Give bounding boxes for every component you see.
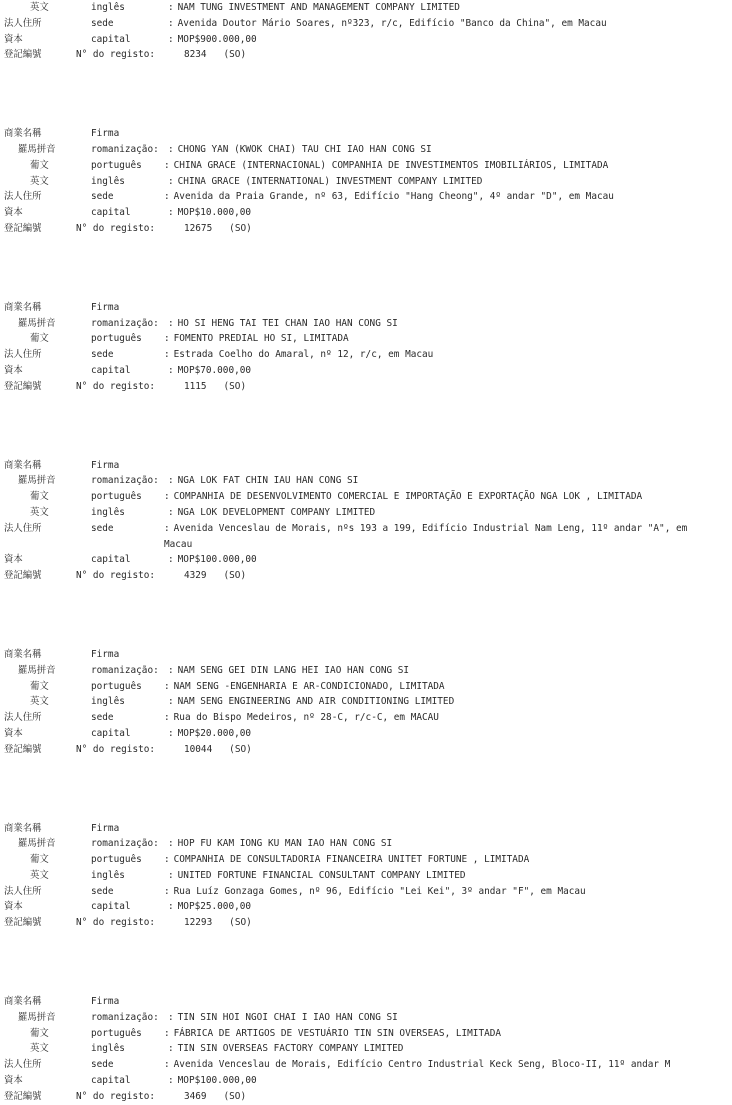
registo-value: 1115 (SO) [184,380,247,392]
firma-row [4,994,732,1010]
port-pt-label: português [91,680,142,692]
sede-row [4,710,732,726]
firma-row [4,821,732,837]
cap-zh-label: 資本 [4,554,23,566]
reg-pt-label: N° do registo: [76,222,156,234]
ingl-pt-label: inglês [91,1043,125,1055]
romanizacao-value: : HOP FU KAM IONG KU MAN IAO HAN CONG SI [168,838,393,850]
reg-pt-label: N° do registo: [76,917,156,929]
ingles-value: : TIN SIN OVERSEAS FACTORY COMPANY LIMITED [168,1043,404,1055]
reg-zh-label: 登記編號 [4,380,42,392]
capital-row [4,726,732,742]
romanizacao-value: : HO SI HENG TAI TEI CHAN IAO HAN CONG SI [168,317,398,329]
roman-pt-label: romanização: [91,838,159,850]
company-record [4,458,732,584]
firma-zh-label: 商業名稱 [4,301,42,313]
ingl-pt-label: inglês [91,869,125,881]
cap-pt-label: capital [91,901,131,913]
firma-pt-label: Firma [91,301,120,313]
reg-zh-label: 登記編號 [4,222,42,234]
port-zh-label: 葡文 [30,333,49,345]
firma-pt-label: Firma [91,459,120,471]
sede-pt-label: sede [91,17,114,29]
registo-value: 12293 (SO) [184,917,252,929]
roman-pt-label: romanização: [91,1011,159,1023]
capital-row [4,363,732,379]
sede-pt-label: sede [91,712,114,724]
portugues-value: : CHINA GRACE (INTERNACIONAL) COMPANHIA DE INVESTIMENTOS IMOBILIÁRIOS, LIMITADA [164,159,609,171]
cap-zh-label: 資本 [4,207,23,219]
cap-zh-label: 資本 [4,1075,23,1087]
capital-row [4,899,732,915]
sede-pt-label: sede [91,522,114,534]
capital-value: : MOP$10.000,00 [168,207,252,219]
registo-row [4,221,732,237]
reg-pt-label: N° do registo: [76,1090,156,1102]
reg-pt-label: N° do registo: [76,380,156,392]
registo-pt-label: N° do registo: [76,49,156,61]
firma-pt-label: Firma [91,822,120,834]
firma-pt-label: Firma [91,128,120,140]
cap-pt-label: capital [91,727,131,739]
registo-row [4,742,732,758]
sede-zh-label: 法人住所 [4,17,42,29]
capital-value: : MOP$100.000,00 [168,1075,257,1087]
sede-pt-label: sede [91,191,114,203]
ingles-value: : NGA LOK DEVELOPMENT COMPANY LIMITED [168,506,376,518]
sede-pt-label: sede [91,1059,114,1071]
capital-value: : MOP$20.000,00 [168,727,252,739]
portugues-value: : FÁBRICA DE ARTIGOS DE VESTUÁRIO TIN SIN OVERSEAS, LIMITADA [164,1027,502,1039]
cap-pt-label: capital [91,207,131,219]
registo-value: 3469 (SO) [184,1090,247,1102]
sede-row [4,884,732,900]
ingl-zh-label: 英文 [30,696,49,708]
firma-zh-label: 商業名稱 [4,459,42,471]
ingles-pt-label: inglês [91,2,125,13]
port-zh-label: 葡文 [30,854,49,866]
reg-zh-label: 登記編號 [4,917,42,929]
portugues-row [4,679,732,695]
portugues-value: : COMPANHIA DE CONSULTADORIA FINANCEIRA UNITET FORTUNE , LIMITADA [164,854,530,866]
romanizacao-row [4,473,732,489]
sede-zh-label: 法人住所 [4,349,42,361]
capital-value: : MOP$25.000,00 [168,901,252,913]
portugues-row [4,852,732,868]
ingl-pt-label: inglês [91,696,125,708]
sede-zh-label: 法人住所 [4,1059,42,1071]
reg-zh-label: 登記編號 [4,1090,42,1102]
top-capital-row [4,32,732,48]
firma-row [4,126,732,142]
cap-zh-label: 資本 [4,727,23,739]
sede-value: : Rua Luíz Gonzaga Gomes, nº 96, Edifício "Lei Kei", 3º andar "F", em Macau [164,885,586,897]
portugues-row [4,158,732,174]
roman-zh-label: 羅馬拼音 [18,475,56,487]
firma-pt-label: Firma [91,648,120,660]
romanizacao-row [4,316,732,332]
ingl-zh-label: 英文 [30,1043,49,1055]
ingles-row [4,174,732,190]
sede-row [4,189,732,205]
company-record [4,821,732,932]
romanizacao-row [4,142,732,158]
roman-pt-label: romanização: [91,143,159,155]
registo-value: 8234 (SO) [184,49,247,61]
firma-row [4,300,732,316]
port-zh-label: 葡文 [30,1027,49,1039]
sede-value: : Avenida Doutor Mário Soares, nº323, r/c, Edifício "Banco da China", em Macau [168,17,607,29]
registo-row [4,379,732,395]
records-list [4,63,732,1104]
top-ingles-row [4,0,732,16]
sede-zh-label: 法人住所 [4,522,42,534]
capital-row [4,1073,732,1089]
portugues-value: : COMPANHIA DE DESENVOLVIMENTO COMERCIAL E IMPORTAÇÃO E EXPORTAÇÃO NGA LOK , LIMITADA [164,491,643,503]
sede-pt-label: sede [91,349,114,361]
port-zh-label: 葡文 [30,680,49,692]
registo-row [4,915,732,931]
ingles-value: : NAM SENG ENGINEERING AND AIR CONDITIONING LIMITED [168,696,455,708]
company-record [4,994,732,1105]
cap-pt-label: capital [91,1075,131,1087]
roman-zh-label: 羅馬拼音 [18,838,56,850]
port-pt-label: português [91,854,142,866]
sede-value: : Avenida da Praia Grande, nº 63, Edifício "Hang Cheong", 4º andar "D", em Macau [164,191,614,203]
ingles-row [4,1041,732,1057]
sede-zh-label: 法人住所 [4,885,42,897]
portugues-row [4,489,732,505]
registo-row [4,568,732,584]
portugues-row [4,1026,732,1042]
sede-value: : Rua do Bispo Medeiros, nº 28-C, r/c-C, em MACAU [164,712,439,724]
sede-zh-label: 法人住所 [4,712,42,724]
romanizacao-value: : NGA LOK FAT CHIN IAU HAN CONG SI [168,475,359,487]
company-record [4,300,732,395]
capital-value: : MOP$100.000,00 [168,554,257,566]
firma-zh-label: 商業名稱 [4,822,42,834]
ingl-pt-label: inglês [91,175,125,187]
registo-value: 4329 (SO) [184,570,247,582]
sede-row [4,521,732,553]
registo-row [4,1089,732,1105]
sede-value: : Avenida Venceslau de Morais, Edifício Centro Industrial Keck Seng, Bloco-II, 11º andar M [164,1059,671,1071]
top-sede-row [4,16,732,32]
sede-value: : Estrada Coelho do Amaral, nº 12, r/c, em Macau [164,349,434,361]
reg-pt-label: N° do registo: [76,570,156,582]
reg-zh-label: 登記編號 [4,570,42,582]
company-record [4,647,732,758]
roman-pt-label: romanização: [91,475,159,487]
firma-zh-label: 商業名稱 [4,128,42,140]
romanizacao-value: : NAM SENG GEI DIN LANG HEI IAO HAN CONG SI [168,664,410,676]
capital-zh-label: 資本 [4,33,23,45]
roman-zh-label: 羅馬拼音 [18,143,56,155]
capital-pt-label: capital [91,33,131,45]
firma-row [4,458,732,474]
ingles-value: : CHINA GRACE (INTERNATIONAL) INVESTMENT COMPANY LIMITED [168,175,483,187]
ingl-zh-label: 英文 [30,175,49,187]
romanizacao-row [4,663,732,679]
portugues-value: : NAM SENG -ENGENHARIA E AR-CONDICIONADO, LIMITADA [164,680,445,692]
romanizacao-row [4,836,732,852]
romanizacao-row [4,1010,732,1026]
capital-row [4,205,732,221]
firma-pt-label: Firma [91,996,120,1008]
reg-pt-label: N° do registo: [76,743,156,755]
firma-row [4,647,732,663]
cap-zh-label: 資本 [4,901,23,913]
roman-zh-label: 羅馬拼音 [18,1011,56,1023]
roman-zh-label: 羅馬拼音 [18,317,56,329]
ingles-value: : UNITED FORTUNE FINANCIAL CONSULTANT COMPANY LIMITED [168,869,466,881]
registo-zh-label: 登記編號 [4,49,42,61]
registo-value: 12675 (SO) [184,222,252,234]
portugues-row [4,331,732,347]
ingl-zh-label: 英文 [30,869,49,881]
capital-row [4,552,732,568]
roman-pt-label: romanização: [91,664,159,676]
sede-value: : Avenida Venceslau de Morais, nºs 193 a 199, Edifício Industrial Nam Leng, 11º andar "A", em Macau [164,522,688,550]
capital-value: : MOP$70.000,00 [168,364,252,376]
roman-zh-label: 羅馬拼音 [18,664,56,676]
cap-pt-label: capital [91,364,131,376]
port-pt-label: português [91,333,142,345]
port-pt-label: português [91,1027,142,1039]
sede-zh-label: 法人住所 [4,191,42,203]
port-zh-label: 葡文 [30,491,49,503]
port-zh-label: 葡文 [30,159,49,171]
cap-pt-label: capital [91,554,131,566]
sede-row [4,1057,732,1073]
ingles-row [4,868,732,884]
port-pt-label: português [91,491,142,503]
ingles-value: : NAM TUNG INVESTMENT AND MANAGEMENT COMPANY LIMITED [168,2,460,13]
romanizacao-value: : TIN SIN HOI NGOI CHAI I IAO HAN CONG SI [168,1011,398,1023]
ingles-row [4,505,732,521]
firma-zh-label: 商業名稱 [4,996,42,1008]
sede-pt-label: sede [91,885,114,897]
portugues-value: : FOMENTO PREDIAL HO SI, LIMITADA [164,333,349,345]
ingl-zh-label: 英文 [30,506,49,518]
romanizacao-value: : CHONG YAN (KWOK CHAI) TAU CHI IAO HAN CONG SI [168,143,432,155]
company-record [4,126,732,237]
port-pt-label: português [91,159,142,171]
firma-zh-label: 商業名稱 [4,648,42,660]
registo-value: 10044 (SO) [184,743,252,755]
cap-zh-label: 資本 [4,364,23,376]
ingles-zh-label: 英文 [30,2,49,13]
capital-value: : MOP$900.000,00 [168,33,257,45]
roman-pt-label: romanização: [91,317,159,329]
reg-zh-label: 登記編號 [4,743,42,755]
sede-row [4,347,732,363]
top-record [4,0,732,63]
ingl-pt-label: inglês [91,506,125,518]
ingles-row [4,694,732,710]
top-registo-row [4,47,732,63]
